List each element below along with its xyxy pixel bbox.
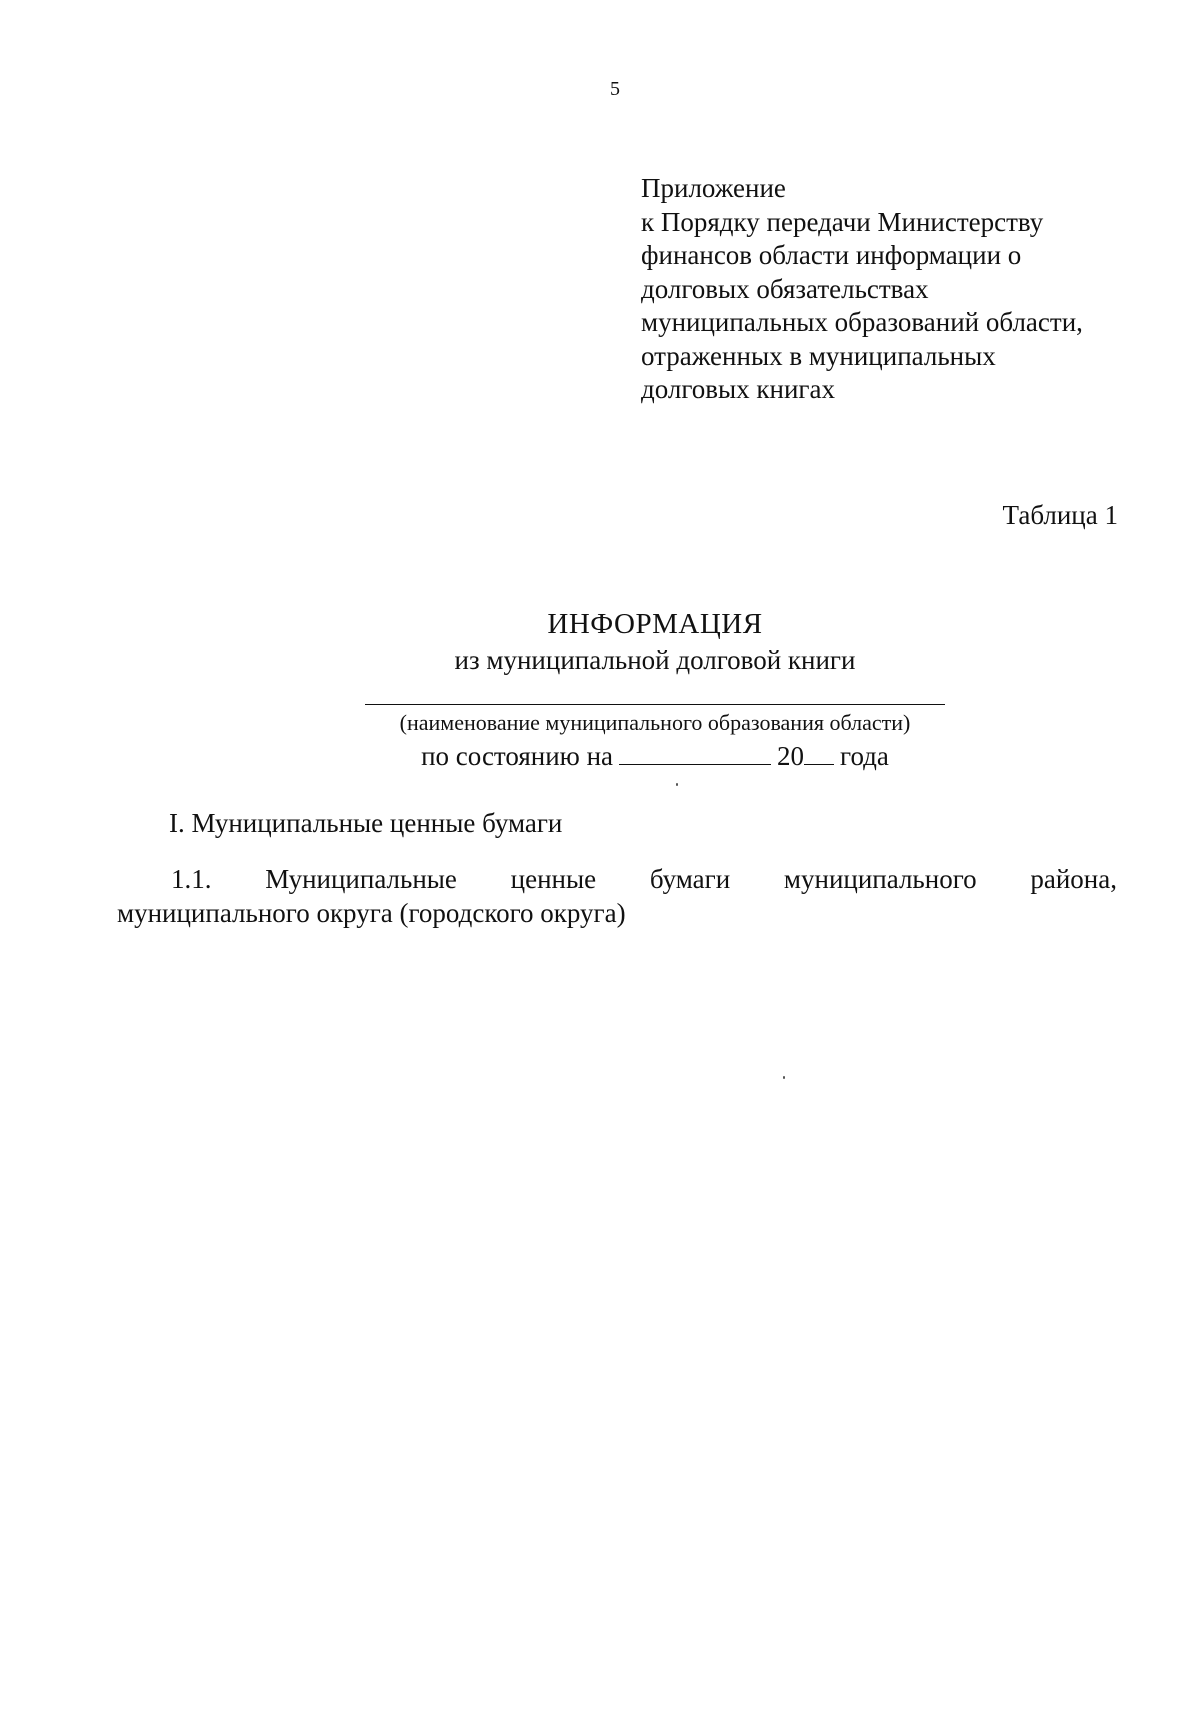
appendix-line: финансов области информации о	[641, 240, 1022, 270]
document-subtitle: из муниципальной долговой книги	[454, 645, 856, 675]
year-prefix: 20	[777, 741, 805, 771]
section-heading: I. Муниципальные ценные бумаги	[169, 808, 563, 838]
table-label: Таблица 1	[1002, 500, 1118, 530]
municipality-name-blank	[365, 704, 945, 705]
subsection-heading	[117, 862, 1117, 930]
appendix-line: долговых обязательствах	[641, 273, 929, 304]
subsection-second-line: муниципального округа (городского округа)	[117, 898, 626, 928]
as-of-suffix: года	[840, 741, 889, 771]
subsection-word: бумаги	[649, 864, 731, 894]
municipality-name-caption: (наименование муниципального образования области)	[399, 710, 911, 735]
subsection-word: муниципального	[783, 864, 977, 894]
year-blank	[804, 740, 834, 765]
subsection-first-line	[117, 862, 1117, 896]
document-title: ИНФОРМАЦИЯ	[547, 608, 763, 640]
appendix-line: долговых книгах	[641, 374, 835, 404]
appendix-line: муниципальных образований области,	[641, 307, 1083, 337]
scan-speck	[783, 1076, 785, 1079]
subsection-word: района,	[1030, 864, 1117, 894]
as-of-prefix: по состоянию на	[421, 741, 614, 771]
appendix-block	[641, 172, 1161, 407]
page-number: 5	[610, 78, 620, 100]
scan-speck	[676, 783, 678, 786]
date-blank	[619, 740, 771, 765]
subsection-word: Муниципальные	[265, 864, 457, 894]
appendix-line: к Порядку передачи Министерству	[641, 206, 1044, 237]
subsection-word: 1.1.	[171, 864, 212, 894]
appendix-line: отраженных в муниципальных	[641, 340, 996, 371]
as-of-date-line	[0, 740, 1200, 772]
appendix-line: Приложение	[641, 173, 786, 203]
subsection-word: ценные	[510, 864, 597, 894]
